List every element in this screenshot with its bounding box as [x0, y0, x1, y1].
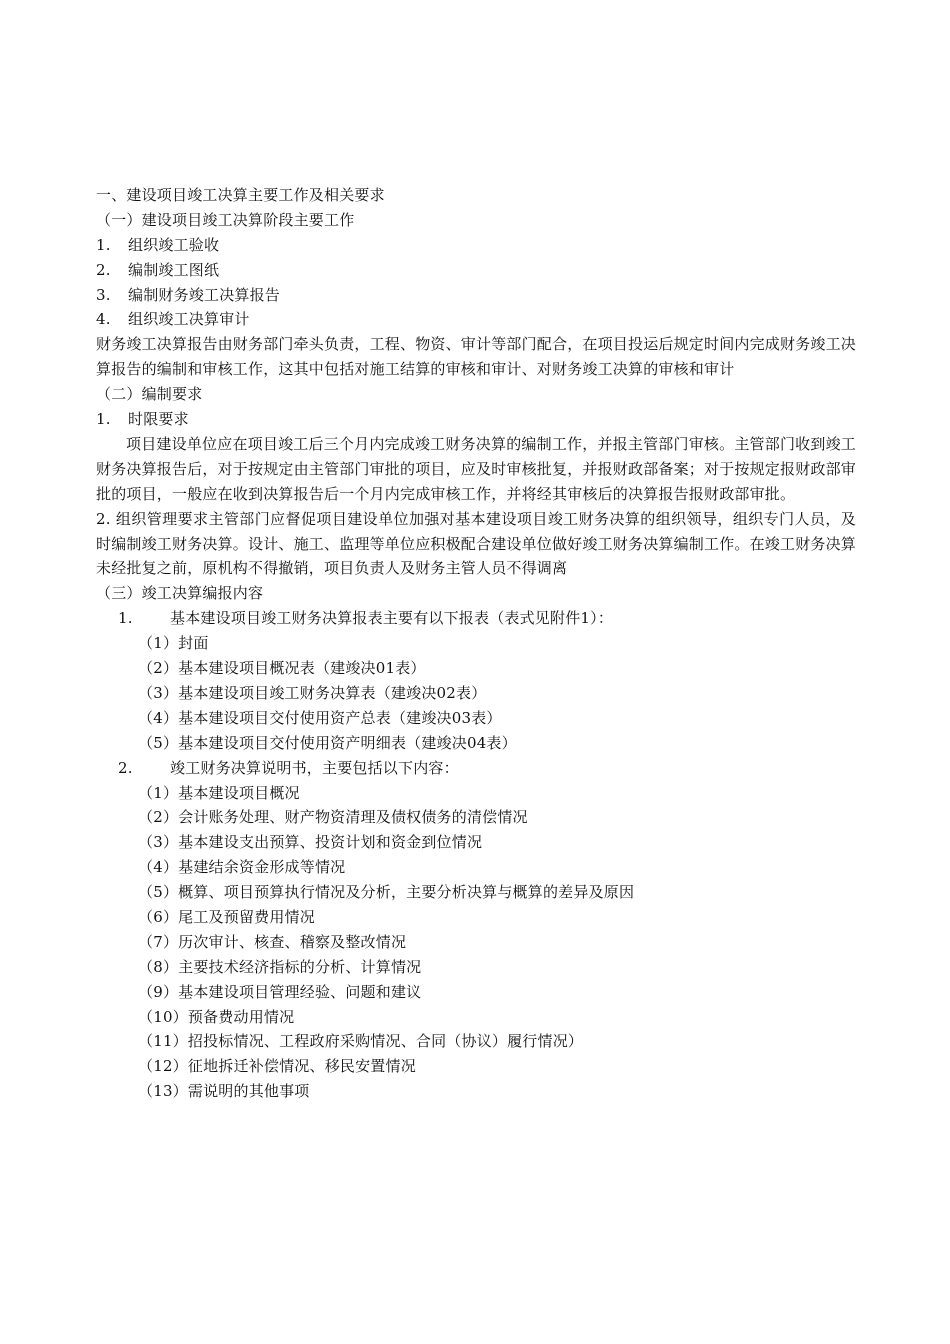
sub-list-item: （2）会计账务处理、财产物资清理及债权债务的清偿情况 [138, 808, 528, 827]
sub-list-item: （6）尾工及预留费用情况 [138, 907, 315, 926]
sub-list-item: （7）历次审计、核查、稽察及整改情况 [138, 932, 407, 951]
list-text: 编制财务竣工决算报告 [128, 285, 281, 304]
list-item [96, 756, 856, 781]
list-text: 组织竣工验收 [128, 235, 220, 254]
sub-list-item: （2）基本建设项目概况表（建竣决01表） [138, 659, 426, 678]
sub-list-item: （9）基本建设项目管理经验、问题和建议 [138, 982, 422, 1001]
sub-list-item: （5）概算、项目预算执行情况及分析，主要分析决算与概算的差异及原因 [138, 883, 635, 902]
subsection-heading-1: （一）建设项目竣工决算阶段主要工作 [96, 210, 355, 229]
paragraph-time-limit: 项目建设单位应在项目竣工后三个月内完成竣工财务决算的编制工作，并报主管部门审核。主管部门收到竣工财务决算报告后，对于按规定由主管部门审批的项目，应及时审核批复，并报财政部备案；对于按规定报财政部审批的项目，一般应在收到决算报告后一个月内完成审核工作，并将经其审核后的决算报告报财政部审批。 [96, 434, 857, 503]
list-text: 竣工财务决算说明书，主要包括以下内容： [170, 758, 459, 777]
paragraph-management: 2. 组织管理要求主管部门应督促项目建设单位加强对基本建设项目竣工财务决算的组织领导，组织专门人员，及时编制竣工财务决算。设计、施工、监理等单位应积极配合建设单位做好竣工财务决算编制工作。在竣工财务决算未经批复之前，原机构不得撤销，项目负责人及财务主管人员不得调离 [96, 509, 857, 578]
sub-list-item: （5）基本建设项目交付使用资产明细表（建竣决04表） [138, 733, 517, 752]
sub-list-item: （1）基本建设项目概况 [138, 783, 300, 802]
list-text: 基本建设项目竣工财务决算报表主要有以下报表（表式见附件1）： [170, 609, 614, 628]
list-number: 3. [96, 285, 111, 304]
sub-list-item: （10）预备费动用情况 [138, 1007, 295, 1026]
sub-list-item: （4）基建结余资金形成等情况 [138, 858, 346, 877]
list-item [96, 407, 856, 432]
list-item [96, 258, 856, 283]
subsection-heading-3: （三）竣工决算编报内容 [96, 584, 264, 603]
subsection-heading-2: （二）编制要求 [96, 385, 203, 404]
paragraph-audit: 财务竣工决算报告由财务部门牵头负责，工程、物资、审计等部门配合，在项目投运后规定时间内完成财务竣工决算报告的编制和审核工作，这其中包括对施工结算的审核和审计、对财务竣工决算的审核和审计 [96, 335, 857, 379]
sub-list-item: （1）封面 [138, 634, 209, 653]
sub-list-item: （13）需说明的其他事项 [138, 1082, 310, 1101]
list-number: 1. [96, 235, 111, 254]
sub-list-item: （8）主要技术经济指标的分析、计算情况 [138, 957, 422, 976]
document-body [96, 183, 856, 1104]
sub-list-item: （12）征地拆迁补偿情况、移民安置情况 [138, 1057, 416, 1076]
list-text: 组织竣工决算审计 [128, 310, 250, 329]
list-item [96, 307, 856, 332]
list-item [96, 233, 856, 258]
sub-list-item: （3）基本建设支出预算、投资计划和资金到位情况 [138, 833, 483, 852]
list-text: 编制竣工图纸 [128, 260, 220, 279]
list-text: 时限要求 [128, 410, 189, 429]
list-item [96, 283, 856, 308]
list-number: 4. [96, 310, 111, 329]
list-number: 1. [118, 609, 133, 628]
list-number: 2. [96, 260, 111, 279]
list-item [96, 606, 856, 631]
sub-list-item: （3）基本建设项目竣工财务决算表（建竣决02表） [138, 683, 487, 702]
sub-list-item: （4）基本建设项目交付使用资产总表（建竣决03表） [138, 708, 502, 727]
list-number: 2. [118, 758, 133, 777]
list-number: 1. [96, 410, 111, 429]
section-heading: 一、建设项目竣工决算主要工作及相关要求 [96, 186, 385, 204]
sub-list-item: （11）招投标情况、工程政府采购情况、合同（协议）履行情况） [138, 1032, 584, 1051]
